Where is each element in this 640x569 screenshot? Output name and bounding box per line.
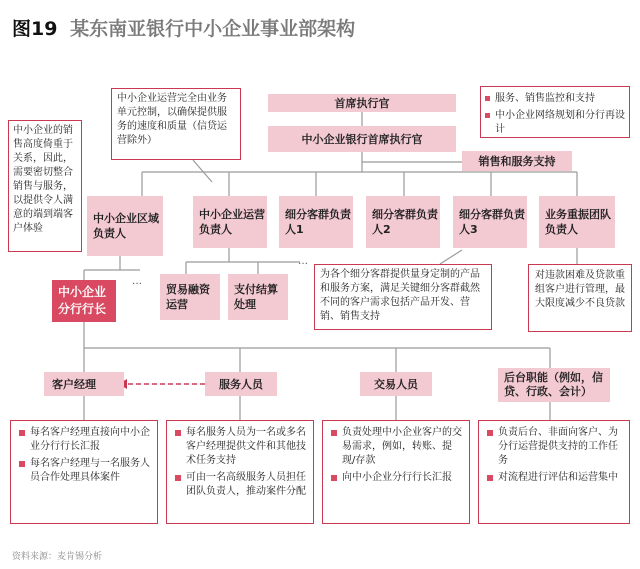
sme-ceo-label: 中小企业银行首席执行官	[301, 132, 423, 146]
segment-note	[314, 264, 492, 330]
left-note-text: 中小企业的销售高度倚重于关系，因此，需要密切整合销售与服务，以提供令人满意的端到端客户体验	[13, 125, 73, 234]
branch-head-label: 中小企业分行行长	[58, 285, 107, 316]
ops-note-text: 中小企业运营完全由业务单元控制，以确保提供服务的速度和质量（信贷运营除外）	[117, 93, 227, 146]
ops-note	[111, 88, 241, 160]
bullet-icon	[175, 430, 181, 436]
branch-head-node	[52, 280, 116, 322]
bullet-icon	[485, 113, 490, 118]
back-office-node	[498, 368, 610, 402]
top-right-note-item: 中小企业网络规划和分行再设计	[485, 109, 625, 137]
ops-head-label: 中小企业运营负责人	[199, 208, 265, 236]
payment-settlement-label: 支付结算处理	[234, 283, 278, 311]
bullet-icon	[175, 475, 181, 481]
bullet-icon	[19, 461, 25, 467]
bullet-icon	[487, 430, 493, 436]
restructure-head-label: 业务重振团队负责人	[545, 208, 611, 236]
segment3-label: 细分客群负责人3	[459, 208, 525, 236]
sales-support-label: 销售和服务支持	[478, 154, 556, 168]
restructure-note	[528, 264, 632, 332]
relationship-manager-node	[44, 372, 124, 396]
region-head-node	[87, 196, 163, 256]
ellipsis-branch: …	[132, 276, 142, 287]
trade-finance-node	[160, 274, 220, 320]
bullet-icon	[331, 430, 337, 436]
segment2-label: 细分客群负责人2	[372, 208, 438, 236]
service-staff-node	[205, 372, 277, 396]
back-office-description-box	[478, 420, 630, 524]
ceo-label: 首席执行官	[334, 96, 390, 110]
segment3-node	[453, 196, 527, 248]
region-head-label: 中小企业区域负责人	[93, 212, 159, 240]
service-staff-label: 服务人员	[219, 377, 263, 391]
left-note	[8, 120, 82, 252]
ceo-node	[268, 94, 456, 112]
segment-note-text: 为各个细分客群提供量身定制的产品和服务方案，满足关键细分客群截然不同的客户需求包括产品开发、营销、销售支持	[320, 269, 480, 322]
sales-support-node	[462, 151, 572, 171]
ops-head-node	[193, 196, 267, 248]
segment1-label: 细分客群负责人1	[285, 208, 351, 236]
bullet-icon	[487, 475, 493, 481]
back-office-label: 后台职能（例如，信贷、行政、会计）	[504, 371, 603, 398]
top-right-note	[480, 86, 630, 138]
segment2-node	[366, 196, 440, 248]
back-office-description-item: 负责后台、非面向客户、为分行运营提供支持的工作任务	[487, 426, 624, 468]
bullet-icon	[331, 475, 337, 481]
transaction-staff-label: 交易人员	[374, 377, 418, 391]
back-office-description-item: 对流程进行评估和运营集中	[487, 471, 624, 485]
figure-number: 图19	[12, 18, 58, 40]
service-description-item: 每名服务人员为一名或多名客户经理提供文件和其他技术任务支持	[175, 426, 308, 468]
rm-description-box	[10, 420, 158, 524]
rm-description-item: 每名客户经理与一名服务人员合作处理具体案件	[19, 457, 152, 485]
bullet-icon	[19, 430, 25, 436]
trade-finance-label: 贸易融资运营	[166, 283, 210, 311]
service-description-item: 可由一名高级服务人员担任团队负责人，推动案件分配	[175, 471, 308, 499]
bullet-icon	[485, 96, 490, 101]
segment1-node	[279, 196, 353, 248]
transaction-staff-node	[360, 372, 432, 396]
source-note: 资料来源：麦肯锡分析	[12, 552, 103, 562]
sme-ceo-node	[268, 126, 456, 152]
relationship-manager-label: 客户经理	[52, 377, 96, 391]
payment-settlement-node	[228, 274, 288, 320]
restructure-note-text: 对违款困难及贷款重组客户进行管理，最大限度减少不良贷款	[535, 270, 625, 309]
restructure-head-node	[539, 196, 615, 248]
transaction-description-box	[322, 420, 470, 524]
rm-description-item: 每名客户经理直接向中小企业分行行长汇报	[19, 426, 152, 454]
top-right-note-item: 服务、销售监控和支持	[485, 92, 625, 106]
transaction-description-item: 向中小企业分行行长汇报	[331, 471, 464, 485]
service-description-box	[166, 420, 314, 524]
ellipsis-ops: …	[298, 256, 308, 267]
transaction-description-item: 负责处理中小企业客户的交易需求，例如，转账、提现/存款	[331, 426, 464, 468]
figure-title-text: 某东南亚银行中小企业事业部架构	[70, 18, 356, 40]
